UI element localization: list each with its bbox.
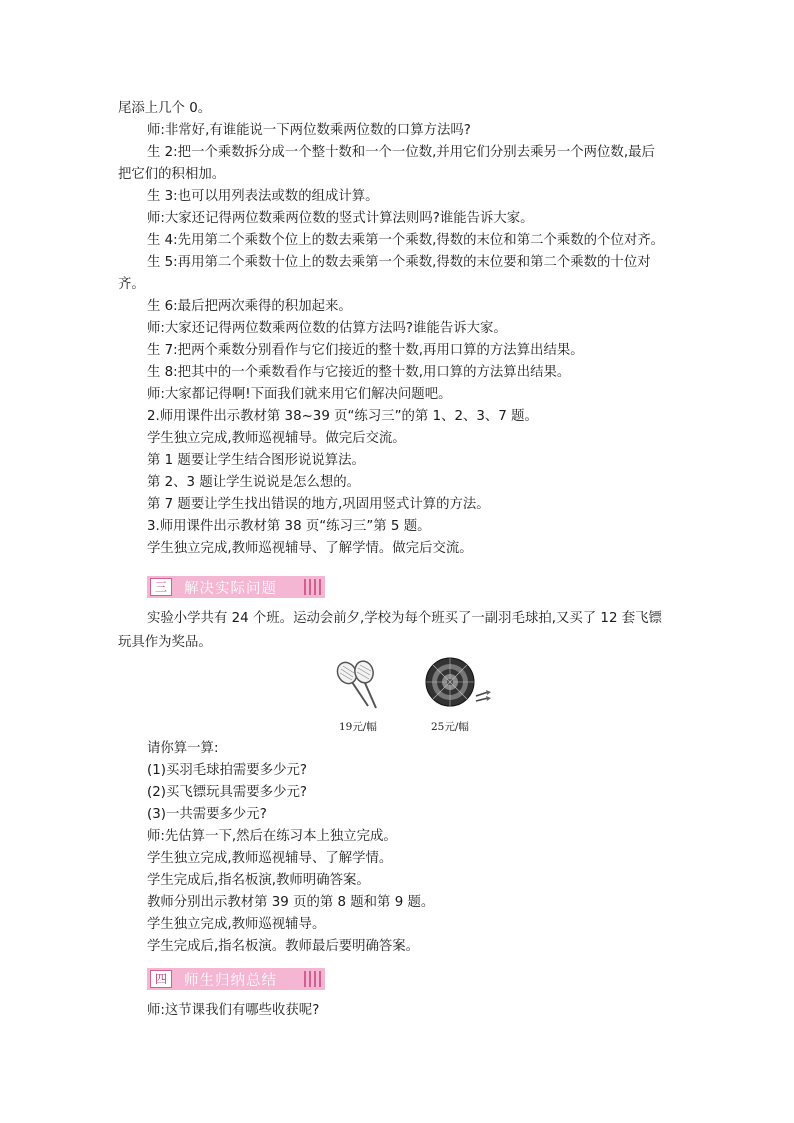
price-label: 19元/幅	[339, 721, 377, 733]
decorative-stripes	[304, 579, 321, 595]
paragraph: 师:非常好,有谁能说一下两位数乘两位数的口算方法吗?	[147, 123, 471, 138]
paragraph: 学生独立完成,教师巡视辅导。做完后交流。	[147, 431, 406, 446]
paragraph: 请你算一算:	[147, 741, 219, 756]
paragraph: 师:大家还记得两位数乘两位数的竖式计算法则吗?谁能告诉大家。	[147, 211, 534, 226]
problem-text: 实验小学共有 24 个班。运动会前夕,学校为每个班买了一副羽毛球拍,又买了 12 套飞镖	[147, 611, 662, 626]
paragraph: 学生独立完成,教师巡视辅导。	[147, 917, 326, 932]
paragraph: 教师分别出示教材第 39 页的第 8 题和第 9 题。	[147, 895, 435, 910]
badminton-racket-icon	[334, 660, 386, 712]
paragraph: 学生独立完成,教师巡视辅导、了解学情。做完后交流。	[147, 541, 473, 556]
problem-text: 玩具作为奖品。	[118, 635, 212, 650]
paragraph: 学生独立完成,教师巡视辅导、了解学情。	[147, 851, 393, 866]
paragraph: 生 2:把一个乘数拆分成一个整十数和一个一位数,并用它们分别去乘另一个两位数,最后	[147, 145, 655, 160]
paragraph: 把它们的积相加。	[118, 167, 226, 182]
paragraph: 生 8:把其中的一个乘数看作与它接近的整十数,用口算的方法算出结果。	[147, 365, 571, 380]
question-item: (2)买飞镖玩具需要多少元?	[147, 785, 307, 800]
paragraph: 生 3:也可以用列表法或数的组成计算。	[147, 189, 379, 204]
paragraph: 师:大家都记得啊!下面我们就来用它们解决问题吧。	[147, 387, 452, 402]
paragraph: 齐。	[118, 277, 145, 292]
question-item: (3)一共需要多少元?	[147, 807, 267, 822]
paragraph: 生 7:把两个乘数分别看作与它们接近的整十数,再用口算的方法算出结果。	[147, 343, 584, 358]
price-label: 25元/幅	[431, 721, 469, 733]
paragraph: 第 1 题要让学生结合图形说说算法。	[147, 453, 365, 468]
section-number: 四	[150, 970, 172, 988]
dartboard-icon	[424, 656, 494, 708]
paragraph: 3.师用课件出示教材第 38 页“练习三”第 5 题。	[147, 519, 431, 534]
paragraph: 2.师用课件出示教材第 38~39 页“练习三”的第 1、2、3、7 题。	[147, 409, 538, 424]
paragraph: 生 4:先用第二个乘数个位上的数去乘第一个乘数,得数的末位和第二个乘数的个位对齐。	[147, 233, 664, 248]
question-item: (1)买羽毛球拍需要多少元?	[147, 763, 307, 778]
paragraph: 师:大家还记得两位数乘两位数的估算方法吗?谁能告诉大家。	[147, 321, 507, 336]
paragraph: 第 2、3 题让学生说说是怎么想的。	[147, 475, 361, 490]
paragraph: 学生完成后,指名板演,教师明确答案。	[147, 873, 370, 888]
paragraph: 生 6:最后把两次乘得的积加起来。	[147, 299, 352, 314]
paragraph: 尾添上几个 0。	[118, 101, 212, 116]
section-title: 师生归纳总结	[184, 972, 277, 989]
paragraph: 学生完成后,指名板演。教师最后要明确答案。	[147, 939, 420, 954]
decorative-stripes	[304, 971, 321, 987]
paragraph: 师:先估算一下,然后在练习本上独立完成。	[147, 829, 397, 844]
paragraph: 第 7 题要让学生找出错误的地方,巩固用竖式计算的方法。	[147, 497, 490, 512]
section-header	[147, 576, 325, 598]
paragraph: 生 5:再用第二个乘数十位上的数去乘第一个乘数,得数的末位要和第二个乘数的十位对	[147, 255, 651, 270]
section-title: 解决实际问题	[184, 580, 277, 597]
section-number: 三	[150, 578, 172, 596]
paragraph: 师:这节课我们有哪些收获呢?	[147, 1003, 320, 1018]
section-header	[147, 968, 325, 990]
